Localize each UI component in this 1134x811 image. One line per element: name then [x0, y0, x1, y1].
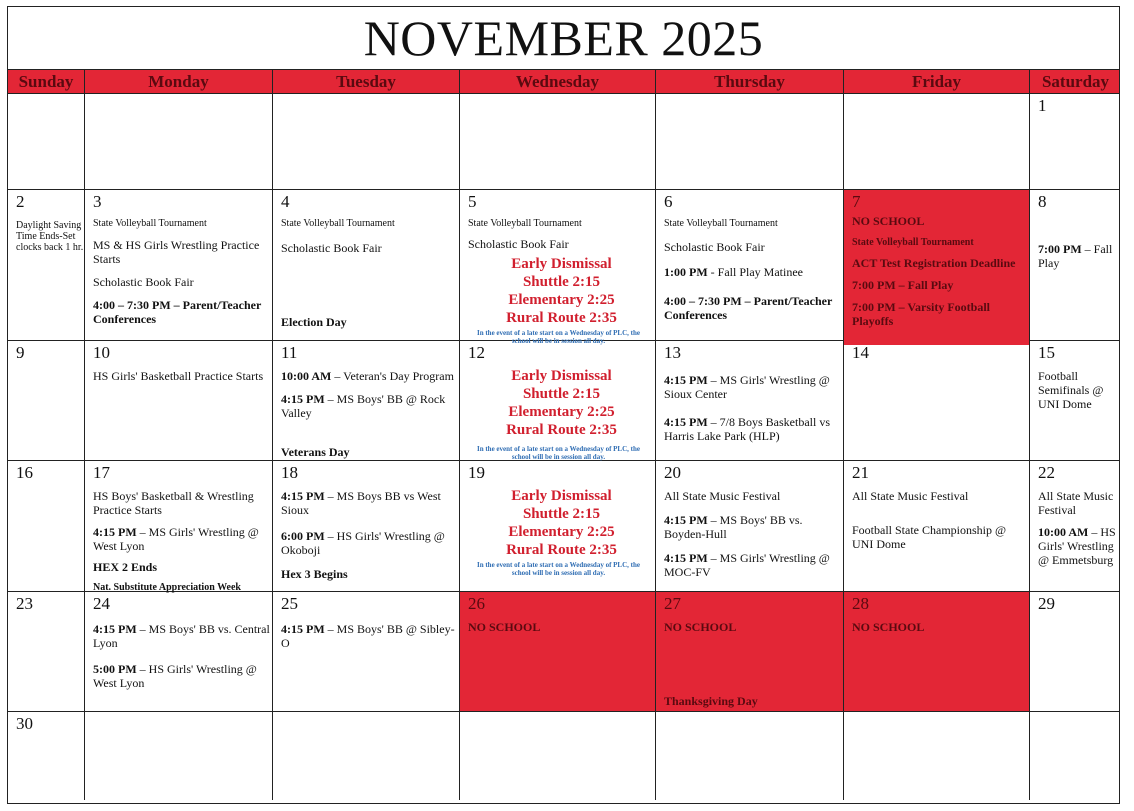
day-number: 23 [16, 594, 33, 613]
day-cell-12 [460, 341, 656, 461]
day-cell-17 [85, 461, 273, 593]
event-time: 6:00 PM [281, 529, 325, 543]
event-text: All State Music Festival [664, 489, 781, 503]
event-desc: – HS Girls' Wrestling @ West Lyon [93, 662, 257, 690]
event-desc: – Fall Play [1038, 242, 1113, 270]
early-dismissal-notice [468, 255, 655, 345]
event-text: Football State Championship @ UNI Dome [852, 523, 1007, 551]
weekday-thursday: Thursday [656, 70, 844, 94]
event-text: HS Boys' Basketball & Wrestling Practice Starts [93, 489, 254, 517]
day-cell-7 [844, 190, 1030, 345]
day-cell-15 [1030, 341, 1121, 461]
event-time: 4:15 PM [93, 622, 137, 636]
day-number: 27 [664, 594, 681, 613]
event-text: NO SCHOOL [852, 214, 925, 228]
day-cell-18 [273, 461, 460, 593]
event-text [93, 622, 272, 650]
day-cell-9 [8, 341, 85, 461]
day-number: 3 [93, 192, 102, 211]
dismissal-line: Shuttle 2:15 [522, 506, 601, 522]
day-number: 21 [852, 463, 869, 482]
calendar-title: NOVEMBER 2025 [8, 7, 1119, 70]
day-cell-empty [844, 712, 1030, 800]
event-text: Scholastic Book Fair [468, 237, 569, 251]
day-cell-10 [85, 341, 273, 461]
week-row-6 [8, 712, 1119, 800]
day-cell-empty [460, 712, 656, 800]
event-text [1038, 242, 1121, 270]
day-number: 9 [16, 343, 25, 362]
day-number: 28 [852, 594, 869, 613]
event-text: 7:00 PM – Varsity Football Playoffs [852, 300, 990, 328]
day-number: 19 [468, 463, 485, 482]
event-text [664, 265, 843, 279]
dismissal-line: Early Dismissal [511, 488, 612, 504]
weekday-sunday: Sunday [8, 70, 85, 94]
day-number: 6 [664, 192, 673, 211]
event-text: All State Music Festival [852, 489, 969, 503]
dismissal-line: Shuttle 2:15 [522, 274, 601, 290]
event-text [664, 513, 843, 541]
event-text: NO SCHOOL [664, 620, 737, 634]
event-time: 10:00 AM [281, 369, 332, 383]
day-number: 10 [93, 343, 110, 362]
event-time: 4:15 PM [93, 525, 137, 539]
day-number: 24 [93, 594, 110, 613]
event-desc: – MS Boys' BB vs. Boyden-Hull [664, 513, 803, 541]
weekday-monday: Monday [85, 70, 273, 94]
event-text: Football Semifinals @ UNI Dome [1038, 369, 1104, 411]
event-time: 5:00 PM [93, 662, 137, 676]
event-desc: – HS Girls' Wrestling @ Okoboji [281, 529, 445, 557]
day-cell-24 [85, 592, 273, 711]
dismissal-line: Rural Route 2:35 [506, 310, 617, 326]
event-text [281, 392, 459, 420]
dismissal-line: Rural Route 2:35 [506, 422, 617, 438]
event-desc: – MS Girls' Wrestling @ West Lyon [93, 525, 259, 553]
day-number: 17 [93, 463, 110, 482]
day-cell-empty [273, 712, 460, 800]
event-desc: – 7/8 Boys Basketball vs Harris Lake Park (HLP) [664, 415, 830, 443]
day-number: 25 [281, 594, 298, 613]
day-cell-23 [8, 592, 85, 711]
day-cell-22 [1030, 461, 1121, 593]
day-number: 2 [16, 192, 25, 211]
day-number: 18 [281, 463, 298, 482]
day-number: 20 [664, 463, 681, 482]
event-text: Scholastic Book Fair [281, 241, 382, 255]
day-cell-empty [85, 712, 273, 800]
weekday-friday: Friday [844, 70, 1030, 94]
day-cell-13 [656, 341, 844, 461]
dismissal-note: In the event of a late start on a Wednesday of PLC, the school will be in session all day. [476, 445, 640, 461]
event-time: 4:15 PM [664, 551, 708, 565]
day-number: 4 [281, 192, 290, 211]
early-dismissal-notice [468, 487, 655, 577]
dismissal-note: In the event of a late start on a Wednesday of PLC, the school will be in session all day. [476, 561, 640, 577]
event-text [93, 662, 272, 690]
event-desc: – MS Boys' BB @ Sibley-O [281, 622, 455, 650]
week-row-2 [8, 190, 1119, 345]
event-desc: - Fall Play Matinee [707, 265, 803, 279]
day-cell-empty [273, 94, 460, 189]
day-cell-26 [460, 592, 656, 711]
event-text: State Volleyball Tournament [852, 237, 974, 248]
event-text [281, 529, 459, 557]
event-text: 7:00 PM – Fall Play [852, 278, 954, 292]
event-text: Scholastic Book Fair [93, 275, 194, 289]
day-cell-6 [656, 190, 844, 345]
day-number: 22 [1038, 463, 1055, 482]
day-cell-empty [844, 94, 1030, 189]
dismissal-note: In the event of a late start on a Wednesday of PLC, the school will be in session all day. [476, 329, 640, 345]
event-text: NO SCHOOL [468, 620, 541, 634]
dismissal-line: Rural Route 2:35 [506, 542, 617, 558]
event-text [1038, 525, 1121, 567]
event-text: State Volleyball Tournament [468, 218, 582, 229]
day-number: 13 [664, 343, 681, 362]
event-desc: – MS Boys BB vs West Sioux [281, 489, 441, 517]
day-cell-empty [656, 712, 844, 800]
day-cell-29 [1030, 592, 1121, 711]
day-cell-30 [8, 712, 85, 800]
event-text: HS Girls' Basketball Practice Starts [93, 369, 264, 383]
week-row-1 [8, 94, 1119, 190]
day-cell-27 [656, 592, 844, 711]
event-time: 7:00 PM [1038, 242, 1082, 256]
week-row-4 [8, 461, 1119, 592]
event-text: 4:00 – 7:30 PM – Parent/Teacher Conferences [93, 298, 262, 326]
day-cell-empty [656, 94, 844, 189]
event-text: HEX 2 Ends [93, 560, 158, 574]
day-number: 30 [16, 714, 33, 733]
day-cell-empty [460, 94, 656, 189]
event-text: State Volleyball Tournament [281, 218, 395, 229]
day-cell-20 [656, 461, 844, 593]
event-text [664, 551, 843, 579]
day-number: 5 [468, 192, 477, 211]
weekday-saturday: Saturday [1041, 72, 1110, 91]
day-cell-empty [85, 94, 273, 189]
event-text: Scholastic Book Fair [664, 240, 765, 254]
weekday-tuesday: Tuesday [273, 70, 460, 94]
day-cell-21 [844, 461, 1030, 593]
day-number: 26 [468, 594, 485, 613]
day-number: 7 [852, 192, 861, 211]
day-cell-25 [273, 592, 460, 711]
event-time: 4:15 PM [664, 513, 708, 527]
day-cell-16 [8, 461, 85, 593]
day-cell-4 [273, 190, 460, 345]
event-text: Daylight Saving Time Ends-Set clocks back 1 hr. [16, 220, 84, 253]
day-cell-1 [1030, 94, 1121, 189]
event-time: 4:15 PM [664, 415, 708, 429]
day-number: 11 [281, 343, 298, 362]
day-cell-11 [273, 341, 460, 461]
day-cell-2 [8, 190, 85, 345]
dismissal-line: Early Dismissal [511, 368, 612, 384]
day-number: 12 [468, 343, 485, 362]
event-text [281, 369, 459, 383]
event-text: Nat. Substitute Appreciation Week [93, 582, 241, 593]
day-number: 1 [1038, 96, 1047, 115]
day-cell-5 [460, 190, 656, 345]
day-cell-empty [8, 94, 85, 189]
event-time: 4:15 PM [281, 489, 325, 503]
event-desc: – MS Girls' Wrestling @ MOC-FV [664, 551, 830, 579]
event-time: 1:00 PM [664, 265, 708, 279]
event-text: NO SCHOOL [852, 620, 925, 634]
event-desc: – MS Girls' Wrestling @ Sioux Center [664, 373, 830, 401]
event-text: 4:00 – 7:30 PM – Parent/Teacher Conferences [664, 294, 833, 322]
event-time: 10:00 AM [1038, 525, 1089, 539]
dismissal-line: Elementary 2:25 [508, 292, 615, 308]
day-number: 16 [16, 463, 33, 482]
event-text: State Volleyball Tournament [664, 218, 778, 229]
event-text: All State Music Festival [1038, 489, 1114, 517]
event-text [281, 489, 459, 517]
event-time: 4:15 PM [664, 373, 708, 387]
early-dismissal-notice [468, 367, 655, 461]
event-text: Election Day [281, 315, 347, 329]
day-cell-28 [844, 592, 1030, 711]
event-desc: – Veteran's Day Program [331, 369, 454, 383]
dismissal-line: Early Dismissal [511, 256, 612, 272]
week-row-5 [8, 592, 1119, 712]
day-cell-3 [85, 190, 273, 345]
event-time: 4:15 PM [281, 392, 325, 406]
event-text: ACT Test Registration Deadline [852, 256, 1016, 270]
event-text [281, 622, 459, 650]
day-cell-19 [460, 461, 656, 593]
event-time: 4:15 PM [281, 622, 325, 636]
event-text [93, 525, 272, 553]
event-text: Veterans Day [281, 445, 350, 459]
day-number: 15 [1038, 343, 1055, 362]
day-number: 29 [1038, 594, 1055, 613]
week-row-3 [8, 341, 1119, 461]
weekday-wednesday: Wednesday [460, 70, 656, 94]
dismissal-line: Elementary 2:25 [508, 404, 615, 420]
event-text [664, 415, 843, 443]
event-desc: – HS Girls' Wrestling @ Emmetsburg [1038, 525, 1116, 567]
event-desc: – MS Boys' BB vs. Central Lyon [93, 622, 270, 650]
day-number: 8 [1038, 192, 1047, 211]
weekday-header-row [8, 70, 1119, 94]
dismissal-line: Shuttle 2:15 [522, 386, 601, 402]
day-number: 14 [852, 343, 869, 362]
calendar [7, 6, 1120, 804]
event-text: Hex 3 Begins [281, 567, 348, 581]
dismissal-line: Elementary 2:25 [508, 524, 615, 540]
day-cell-14 [844, 341, 1030, 461]
event-text: Thanksgiving Day [664, 694, 758, 708]
event-desc: – MS Boys' BB @ Rock Valley [281, 392, 446, 420]
day-cell-empty [1030, 712, 1121, 800]
day-cell-8 [1030, 190, 1121, 345]
event-text [664, 373, 843, 401]
event-text: MS & HS Girls Wrestling Practice Starts [93, 238, 260, 266]
event-text: State Volleyball Tournament [93, 218, 207, 229]
